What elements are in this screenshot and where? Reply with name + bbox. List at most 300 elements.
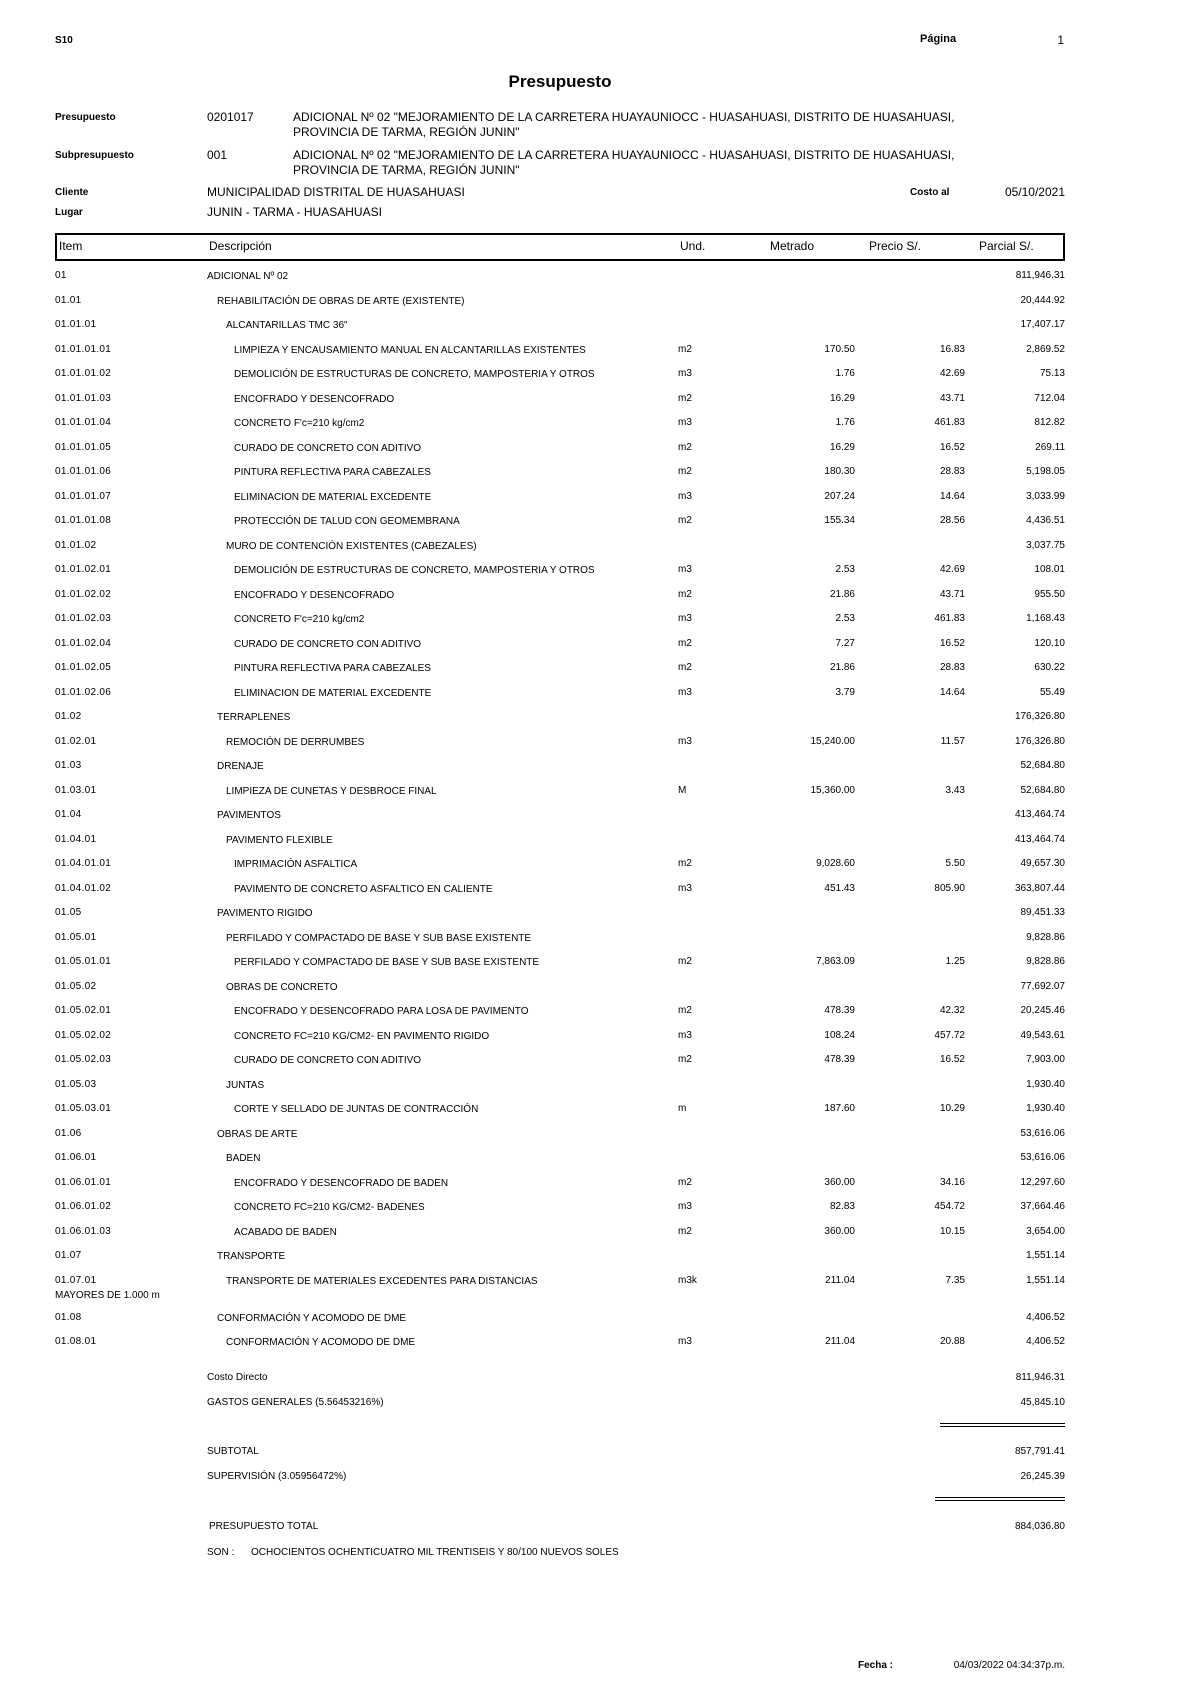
row-unit: m2 (678, 466, 692, 477)
row-item-code: 01.05.03 (55, 1078, 97, 1090)
table-row (55, 1312, 1065, 1337)
gastos-generales-label: GASTOS GENERALES (5.56453216%) (207, 1397, 384, 1408)
table-row (55, 687, 1065, 712)
meta-lugar (55, 205, 1065, 221)
row-parcial: 7,903.00 (1026, 1054, 1065, 1065)
row-description: CURADO DE CONCRETO CON ADITIVO (234, 442, 422, 454)
table-row (55, 564, 1065, 589)
row-parcial: 49,543.61 (1020, 1029, 1065, 1041)
row-item-code: 01.05.02.03 (55, 1054, 112, 1065)
amount-in-words (207, 1547, 619, 1558)
row-metrado: 360.00 (824, 1225, 855, 1237)
row-item-code: 01.05.02 (55, 980, 97, 992)
row-parcial: 3,033.99 (1026, 490, 1065, 502)
row-precio: 28.83 (939, 662, 965, 673)
cliente-value: MUNICIPALIDAD DISTRITAL DE HUASAHUASI (207, 185, 465, 199)
column-header-und: Und. (680, 239, 706, 253)
row-description: ENCOFRADO Y DESENCOFRADO PARA LOSA DE PAVIMENTO (234, 1006, 529, 1017)
row-item-code: 01.01.02.02 (55, 588, 112, 600)
column-header-descripcion: Descripción (209, 239, 272, 253)
table-row (55, 442, 1065, 467)
row-precio: 11.57 (940, 735, 965, 747)
table-row (55, 393, 1065, 418)
table-row (55, 1152, 1065, 1177)
presupuesto-code: 0201017 (207, 110, 254, 124)
table-row (55, 1128, 1065, 1153)
table-row (55, 809, 1065, 834)
table-row (55, 344, 1065, 369)
table-row (55, 589, 1065, 614)
row-description: DEMOLICIÓN DE ESTRUCTURAS DE CONCRETO, MAMPOSTERIA Y OTROS (234, 369, 595, 380)
subtotal-value: 857,791.41 (1014, 1446, 1065, 1457)
row-metrado: 82.83 (829, 1201, 855, 1212)
row-metrado: 211.04 (825, 1336, 855, 1347)
row-unit: m2 (678, 858, 692, 869)
row-description: REHABILITACIÓN DE OBRAS DE ARTE (EXISTENTE) (217, 295, 465, 307)
row-description: ALCANTARILLAS TMC 36" (226, 320, 348, 331)
row-description: CONCRETO F'c=210 kg/cm2 (234, 418, 365, 429)
row-precio: 42.69 (939, 368, 965, 379)
table-row (55, 417, 1065, 442)
row-unit: m2 (678, 1054, 692, 1065)
row-item-code: 01.01.01.03 (55, 392, 112, 404)
row-description: DRENAJE (217, 761, 264, 772)
son-text: OCHOCIENTOS OCHENTICUATRO MIL TRENTISEIS Y 80/100 NUEVOS SOLES (251, 1547, 619, 1558)
row-item-code: 01.01.01.01 (55, 343, 112, 355)
row-unit: m3 (678, 686, 692, 698)
row-item-code: 01.08.01 (55, 1336, 97, 1347)
row-metrado: 7.27 (835, 637, 855, 649)
row-unit: M (678, 784, 687, 796)
presupuesto-label: Presupuesto (55, 112, 116, 123)
row-description: CONCRETO FC=210 KG/CM2- EN PAVIMENTO RIGIDO (234, 1030, 490, 1042)
row-metrado: 478.39 (824, 1005, 855, 1016)
total-label: PRESUPUESTO TOTAL (209, 1521, 319, 1532)
column-header-metrado: Metrado (770, 239, 815, 253)
row-item-code: 01 (55, 270, 67, 281)
table-row (55, 858, 1065, 883)
table-row (55, 1005, 1065, 1030)
table-row (55, 662, 1065, 687)
row-metrado: 7,863.09 (816, 956, 855, 967)
row-metrado: 2.53 (835, 564, 855, 575)
row-unit: m3 (678, 1201, 692, 1212)
row-unit: m (678, 1103, 687, 1114)
row-parcial: 75.13 (1039, 368, 1065, 379)
row-unit: m3 (678, 1029, 692, 1041)
row-metrado: 15,360.00 (810, 784, 855, 796)
row-precio: 16.52 (939, 1054, 965, 1065)
table-row (55, 736, 1065, 761)
table-row (55, 295, 1065, 320)
table-row (55, 1275, 1065, 1312)
lugar-label: Lugar (55, 207, 83, 218)
row-parcial: 49,657.30 (1020, 858, 1065, 869)
row-parcial: 89,451.33 (1020, 907, 1065, 918)
row-description: OBRAS DE ARTE (217, 1128, 298, 1140)
row-unit: m2 (678, 1225, 692, 1237)
row-precio: 457.72 (934, 1029, 965, 1041)
row-description: TERRAPLENES (217, 712, 291, 723)
table-row (55, 613, 1065, 638)
row-unit: m2 (678, 1176, 692, 1188)
row-precio: 14.64 (939, 686, 965, 698)
row-parcial: 120.10 (1034, 637, 1065, 649)
row-precio: 3.43 (945, 784, 965, 796)
row-parcial: 20,245.46 (1020, 1005, 1065, 1016)
costo-directo-value: 811,946.31 (1015, 1372, 1065, 1383)
table-row (55, 540, 1065, 565)
row-metrado: 451.43 (824, 882, 855, 894)
table-row (55, 270, 1065, 295)
row-precio: 805.90 (934, 882, 965, 894)
row-metrado: 187.60 (824, 1103, 855, 1114)
row-precio: 20.88 (939, 1336, 965, 1347)
row-description: OBRAS DE CONCRETO (226, 981, 338, 993)
row-unit: m3 (678, 417, 692, 428)
row-description: LIMPIEZA Y ENCAUSAMIENTO MANUAL EN ALCANTARILLAS EXISTENTES (234, 344, 586, 356)
row-parcial: 37,664.46 (1020, 1201, 1065, 1212)
row-parcial: 269.11 (1035, 441, 1065, 453)
row-item-code: 01.01.01 (55, 319, 97, 330)
row-parcial: 9,828.86 (1026, 931, 1065, 943)
table-row (55, 1177, 1065, 1202)
row-description: PAVIMENTO FLEXIBLE (226, 834, 333, 846)
table-row (55, 515, 1065, 540)
row-precio: 5.50 (945, 858, 965, 869)
system-code: S10 (55, 35, 73, 46)
row-item-code: 01.04.01.01 (55, 858, 112, 869)
page-number: 1 (1057, 33, 1064, 47)
subtotal-label: SUBTOTAL (207, 1446, 259, 1457)
table-row (55, 760, 1065, 785)
row-unit: m2 (678, 515, 692, 526)
row-metrado: 155.34 (824, 515, 855, 526)
row-parcial: 413,464.74 (1014, 809, 1065, 820)
subpresupuesto-code: 001 (207, 148, 228, 162)
row-metrado: 211.04 (825, 1274, 855, 1286)
row-item-code: 01.06 (55, 1127, 82, 1139)
row-unit: m3 (678, 735, 692, 747)
column-header-parcial: Parcial S/. (979, 239, 1034, 253)
son-label: SON : (207, 1547, 235, 1558)
table-row (55, 711, 1065, 736)
table-row (55, 638, 1065, 663)
row-parcial: 17,407.17 (1020, 319, 1065, 330)
row-item-code: 01.06.01 (55, 1152, 97, 1163)
row-description: TRANSPORTE DE MATERIALES EXCEDENTES PARA DISTANCIAS MAYORES DE 1.000 m (55, 1275, 538, 1301)
supervision-value: 26,245.39 (1020, 1471, 1065, 1482)
row-description: ACABADO DE BADEN (234, 1226, 337, 1238)
subpresupuesto-description: ADICIONAL Nº 02 "MEJORAMIENTO DE LA CARRETERA HUAYAUNIOCC - HUASAHUASI, DISTRITO DE HUASAHUASI, PROVINCIA DE TARMA, REGIÓN JUNIN" (293, 148, 955, 177)
subpresupuesto-label: Subpresupuesto (55, 150, 134, 161)
row-parcial: 4,406.52 (1026, 1336, 1065, 1347)
row-item-code: 01.05.03.01 (55, 1103, 112, 1114)
table-row (55, 1079, 1065, 1104)
row-description: ELIMINACION DE MATERIAL EXCEDENTE (234, 687, 432, 699)
row-description: CONFORMACIÓN Y ACOMODO DE DME (217, 1312, 407, 1324)
row-unit: m3 (678, 613, 692, 624)
row-precio: 14.64 (939, 490, 965, 502)
row-parcial: 176,326.80 (1014, 735, 1065, 747)
row-description: ENCOFRADO Y DESENCOFRADO (234, 393, 395, 405)
row-parcial: 176,326.80 (1014, 711, 1065, 722)
table-row (55, 1054, 1065, 1079)
row-unit: m2 (678, 588, 692, 600)
row-unit: m2 (678, 343, 692, 355)
row-metrado: 15,240.00 (810, 735, 855, 747)
row-metrado: 21.86 (829, 588, 855, 600)
row-description: PINTURA REFLECTIVA PARA CABEZALES (234, 663, 431, 674)
presupuesto-description: ADICIONAL Nº 02 "MEJORAMIENTO DE LA CARRETERA HUAYAUNIOCC - HUASAHUASI, DISTRITO DE HUASAHUASI, PROVINCIA DE TARMA, REGIÓN JUNIN" (293, 110, 955, 139)
row-parcial: 5,198.05 (1026, 466, 1065, 477)
row-item-code: 01.04.01 (55, 833, 97, 845)
cliente-label: Cliente (55, 187, 89, 198)
double-rule (935, 1497, 1065, 1501)
row-precio: 34.16 (939, 1176, 965, 1188)
row-precio: 42.69 (939, 564, 965, 575)
row-parcial: 4,406.52 (1026, 1311, 1065, 1323)
row-precio: 16.52 (939, 441, 965, 453)
lugar-value: JUNIN - TARMA - HUASAHUASI (207, 205, 382, 219)
row-description: REMOCIÓN DE DERRUMBES (226, 736, 365, 748)
table-row (55, 319, 1065, 344)
row-parcial: 53,616.06 (1020, 1127, 1065, 1139)
row-parcial: 1,551.14 (1026, 1274, 1065, 1286)
row-metrado: 170.50 (824, 343, 855, 355)
column-header-item: Item (59, 239, 83, 253)
row-description: BADEN (226, 1153, 261, 1164)
table-row (55, 1226, 1065, 1251)
row-item-code: 01.07 (55, 1250, 82, 1261)
row-metrado: 21.86 (829, 662, 855, 673)
row-item-code: 01.05.02.02 (55, 1029, 112, 1041)
row-description: LIMPIEZA DE CUNETAS Y DESBROCE FINAL (226, 785, 437, 797)
table-row (55, 785, 1065, 810)
row-item-code: 01.01.02.03 (55, 613, 112, 624)
table-row (55, 932, 1065, 957)
row-parcial: 20,444.92 (1020, 294, 1065, 306)
table-header (55, 233, 1065, 261)
row-item-code: 01.04.01.02 (55, 882, 112, 894)
row-item-code: 01.01.02.06 (55, 686, 112, 698)
row-description: CURADO DE CONCRETO CON ADITIVO (234, 638, 422, 650)
costo-al-label: Costo al (910, 187, 950, 198)
double-rule (940, 1423, 1065, 1427)
row-parcial: 712.04 (1034, 392, 1065, 404)
row-metrado: 180.30 (824, 466, 855, 477)
row-parcial: 363,807.44 (1014, 882, 1065, 894)
row-metrado: 207.24 (824, 490, 855, 502)
row-unit: m2 (678, 637, 692, 649)
row-precio: 1.25 (945, 956, 965, 967)
row-parcial: 12,297.60 (1020, 1176, 1065, 1188)
meta-subpresupuesto (55, 148, 1065, 182)
row-unit: m2 (678, 392, 692, 404)
row-parcial: 108.01 (1034, 564, 1065, 575)
row-item-code: 01.07.01 (55, 1274, 97, 1286)
row-description: DEMOLICIÓN DE ESTRUCTURAS DE CONCRETO, MAMPOSTERIA Y OTROS (234, 565, 595, 576)
row-metrado: 16.29 (829, 441, 855, 453)
table-row (55, 834, 1065, 859)
row-parcial: 3,654.00 (1026, 1225, 1065, 1237)
gastos-generales-value: 45,845.10 (1020, 1397, 1065, 1408)
row-precio: 42.32 (939, 1005, 965, 1016)
row-metrado: 108.24 (824, 1029, 855, 1041)
row-parcial: 1,168.43 (1026, 613, 1065, 624)
row-item-code: 01.02 (55, 711, 82, 722)
row-parcial: 9,828.86 (1026, 956, 1065, 967)
supervision-label: SUPERVISIÓN (3.05956472%) (207, 1471, 347, 1482)
row-parcial: 955.50 (1034, 588, 1065, 600)
row-unit: m3 (678, 1336, 692, 1347)
row-parcial: 55.49 (1039, 686, 1065, 698)
table-row (55, 466, 1065, 491)
row-item-code: 01.08 (55, 1311, 82, 1323)
row-metrado: 2.53 (835, 613, 855, 624)
row-description: PERFILADO Y COMPACTADO DE BASE Y SUB BASE EXISTENTE (226, 932, 532, 944)
row-precio: 10.29 (939, 1103, 965, 1114)
page-label: Página (920, 33, 957, 45)
row-description: PERFILADO Y COMPACTADO DE BASE Y SUB BASE EXISTENTE (234, 957, 540, 968)
row-metrado: 478.39 (824, 1054, 855, 1065)
row-item-code: 01.01.01.06 (55, 466, 112, 477)
row-item-code: 01.01.01.07 (55, 490, 112, 502)
table-row (55, 981, 1065, 1006)
row-item-code: 01.06.01.03 (55, 1225, 112, 1237)
row-item-code: 01.06.01.01 (55, 1176, 112, 1188)
row-item-code: 01.01.01.02 (55, 368, 112, 379)
costo-al-value: 05/10/2021 (1004, 185, 1065, 199)
row-metrado: 1.76 (835, 368, 855, 379)
row-precio: 7.35 (945, 1274, 965, 1286)
row-parcial: 1,930.40 (1026, 1103, 1065, 1114)
row-item-code: 01.05.02.01 (55, 1005, 112, 1016)
table-row (55, 1103, 1065, 1128)
row-description: PAVIMENTOS (217, 810, 281, 821)
fecha-label: Fecha : (858, 1660, 894, 1671)
row-description: TRANSPORTE (217, 1251, 286, 1262)
row-description: PINTURA REFLECTIVA PARA CABEZALES (234, 467, 431, 478)
row-description: CONCRETO F'c=210 kg/cm2 (234, 614, 365, 625)
meta-cliente (55, 185, 1065, 201)
row-parcial: 811,946.31 (1015, 270, 1065, 281)
row-parcial: 77,692.07 (1020, 980, 1065, 992)
row-description: CURADO DE CONCRETO CON ADITIVO (234, 1055, 422, 1066)
row-description: PROTECCIÓN DE TALUD CON GEOMEMBRANA (234, 516, 460, 527)
row-metrado: 9,028.60 (816, 858, 855, 869)
row-parcial: 812.82 (1034, 417, 1065, 428)
row-precio: 43.71 (939, 588, 965, 600)
row-metrado: 360.00 (824, 1176, 855, 1188)
row-parcial: 52,684.80 (1020, 760, 1065, 771)
row-unit: m3 (678, 564, 692, 575)
table-row (55, 1201, 1065, 1226)
row-item-code: 01.01 (55, 294, 82, 306)
row-metrado: 3.79 (835, 686, 855, 698)
row-unit: m2 (678, 441, 692, 453)
row-item-code: 01.01.01.05 (55, 441, 112, 453)
row-item-code: 01.01.02 (55, 539, 97, 551)
row-unit: m3 (678, 368, 692, 379)
table-row (55, 368, 1065, 393)
budget-table (55, 270, 1065, 1361)
row-precio: 16.52 (939, 637, 965, 649)
row-description: ENCOFRADO Y DESENCOFRADO DE BADEN (234, 1177, 449, 1189)
row-parcial: 4,436.51 (1026, 515, 1065, 526)
row-parcial: 52,684.80 (1020, 784, 1065, 796)
row-item-code: 01.02.01 (55, 735, 97, 747)
row-description: ADICIONAL Nº 02 (207, 271, 289, 282)
row-metrado: 1.76 (835, 417, 855, 428)
page-title: Presupuesto (508, 72, 612, 91)
row-description: PAVIMENTO RIGIDO (217, 908, 313, 919)
row-parcial: 3,037.75 (1026, 539, 1065, 551)
table-row (55, 1336, 1065, 1361)
row-description: IMPRIMACIÓN ASFALTICA (234, 859, 358, 870)
row-unit: m2 (678, 662, 692, 673)
row-description: ELIMINACION DE MATERIAL EXCEDENTE (234, 491, 432, 503)
row-precio: 454.72 (934, 1201, 965, 1212)
table-row (55, 1250, 1065, 1275)
total-value: 884,036.80 (1014, 1521, 1065, 1532)
column-header-precio: Precio S/. (869, 239, 922, 253)
row-item-code: 01.03.01 (55, 784, 97, 796)
row-item-code: 01.05.01.01 (55, 956, 112, 967)
row-unit: m3k (678, 1274, 697, 1286)
row-description: MURO DE CONTENCIÓN EXISTENTES (CABEZALES) (226, 540, 477, 552)
row-precio: 43.71 (939, 392, 965, 404)
row-item-code: 01.01.01.08 (55, 515, 112, 526)
row-description: PAVIMENTO DE CONCRETO ASFALTICO EN CALIENTE (234, 883, 493, 895)
row-parcial: 1,930.40 (1026, 1078, 1065, 1090)
row-precio: 461.83 (934, 417, 965, 428)
row-parcial: 53,616.06 (1020, 1152, 1065, 1163)
row-precio: 10.15 (939, 1225, 965, 1237)
row-item-code: 01.01.01.04 (55, 417, 112, 428)
row-description: CONCRETO FC=210 KG/CM2- BADENES (234, 1202, 425, 1213)
row-unit: m3 (678, 490, 692, 502)
row-item-code: 01.01.02.01 (55, 564, 112, 575)
row-precio: 461.83 (934, 613, 965, 624)
row-description: CONFORMACIÓN Y ACOMODO DE DME (226, 1337, 416, 1348)
table-row (55, 883, 1065, 908)
row-metrado: 16.29 (829, 392, 855, 404)
row-item-code: 01.01.02.05 (55, 662, 112, 673)
row-description: ENCOFRADO Y DESENCOFRADO (234, 589, 395, 601)
row-precio: 28.56 (939, 515, 965, 526)
row-precio: 16.83 (939, 343, 965, 355)
row-unit: m3 (678, 882, 692, 894)
row-item-code: 01.03 (55, 760, 82, 771)
row-item-code: 01.05.01 (55, 931, 97, 943)
row-item-code: 01.05 (55, 907, 82, 918)
row-precio: 28.83 (939, 466, 965, 477)
row-unit: m2 (678, 1005, 692, 1016)
table-row (55, 491, 1065, 516)
row-parcial: 413,464.74 (1014, 833, 1065, 845)
row-parcial: 630.22 (1034, 662, 1065, 673)
table-row (55, 956, 1065, 981)
costo-directo-label: Costo Directo (207, 1372, 268, 1383)
row-parcial: 2,869.52 (1026, 343, 1065, 355)
table-row (55, 1030, 1065, 1055)
row-unit: m2 (678, 956, 692, 967)
row-description: JUNTAS (226, 1079, 265, 1091)
row-item-code: 01.01.02.04 (55, 637, 112, 649)
row-item-code: 01.06.01.02 (55, 1201, 112, 1212)
row-item-code: 01.04 (55, 809, 82, 820)
